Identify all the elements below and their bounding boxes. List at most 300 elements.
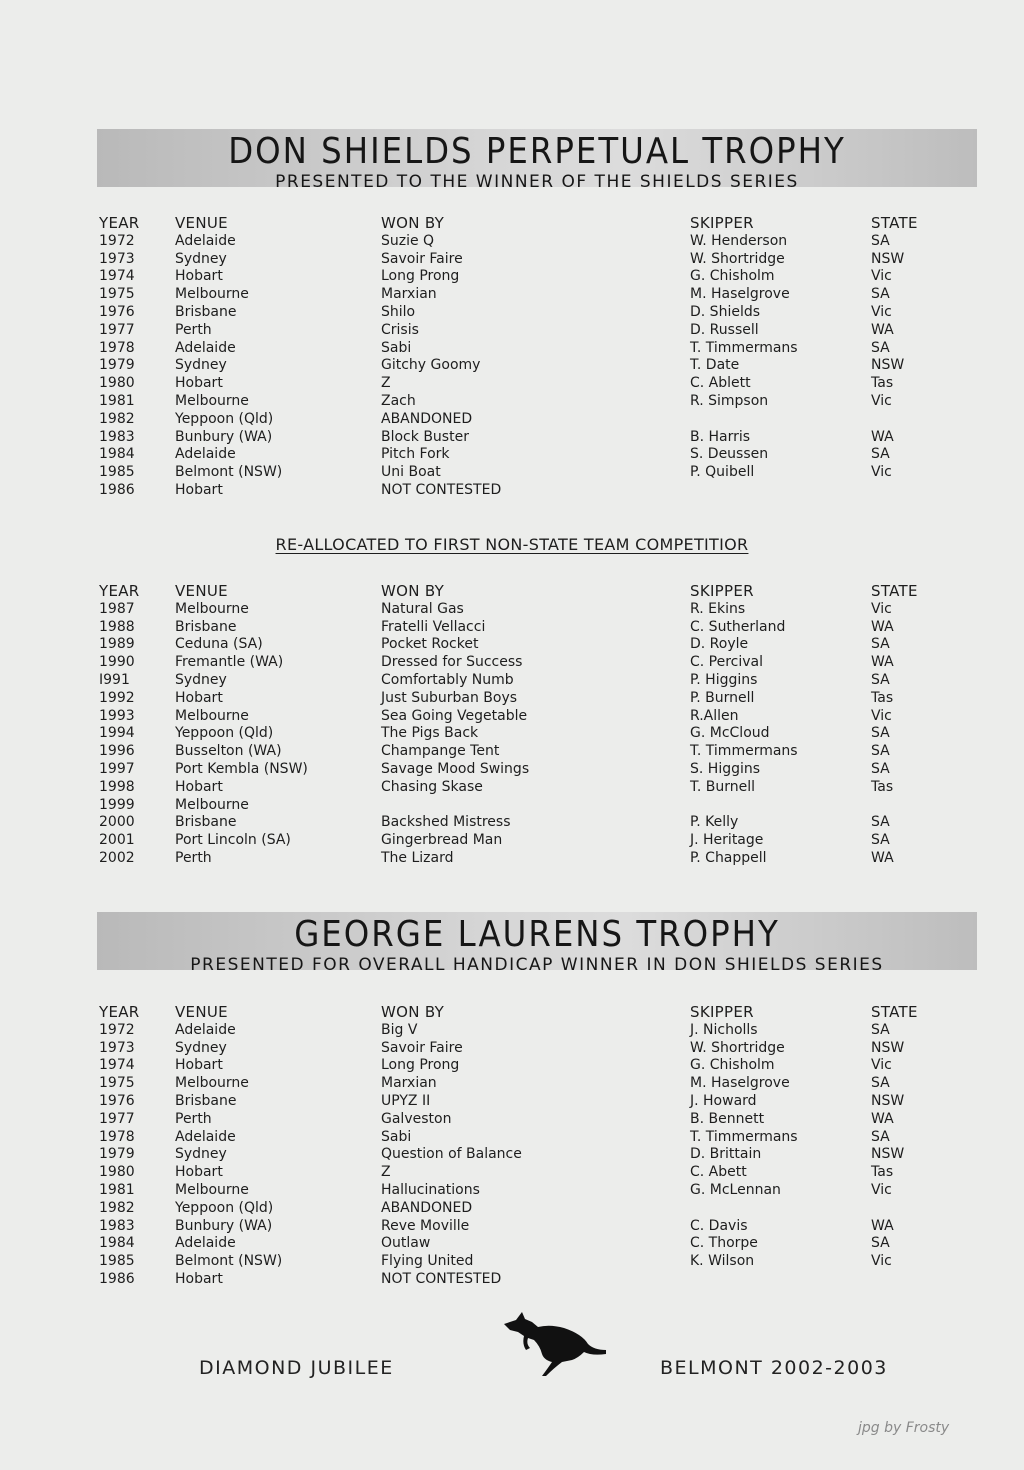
table-row <box>99 601 951 619</box>
won-by-cell: Hallucinations <box>381 1181 480 1198</box>
state-cell: SA <box>871 286 890 303</box>
table-row <box>99 708 951 726</box>
venue-cell: Sydney <box>175 1146 227 1163</box>
state-header: STATE <box>871 1003 918 1021</box>
won-by-cell: Z <box>381 1164 391 1181</box>
venue-header: VENUE <box>175 214 228 232</box>
skipper-cell: M. Haselgrove <box>690 286 790 303</box>
year-cell: 1973 <box>99 1039 135 1056</box>
skipper-cell: G. Chisholm <box>690 268 775 285</box>
state-cell: Vic <box>871 1057 892 1074</box>
won-by-cell: Gitchy Goomy <box>381 357 481 374</box>
state-cell: WA <box>871 1217 894 1234</box>
won-by-cell: Outlaw <box>381 1235 431 1252</box>
venue-cell: Adelaide <box>175 232 236 249</box>
table-row <box>99 832 951 850</box>
won-by-cell: The Pigs Back <box>381 725 479 742</box>
table-row <box>99 1218 951 1236</box>
venue-cell: Adelaide <box>175 446 236 463</box>
skipper-cell: G. Chisholm <box>690 1057 775 1074</box>
won-by-cell: Flying United <box>381 1253 474 1270</box>
table-row <box>99 1040 951 1058</box>
won-by-cell: Reve Moville <box>381 1217 470 1234</box>
year-cell: 1994 <box>99 725 135 742</box>
venue-cell: Bunbury (WA) <box>175 1217 273 1234</box>
year-cell: 1972 <box>99 232 135 249</box>
won-by-cell: Z <box>381 375 391 392</box>
venue-cell: Bunbury (WA) <box>175 428 273 445</box>
won-by-cell: Big V <box>381 1021 418 1038</box>
venue-cell: Sydney <box>175 357 227 374</box>
won-by-cell: Suzie Q <box>381 232 435 249</box>
skipper-cell: C. Percival <box>690 654 764 671</box>
venue-cell: Hobart <box>175 268 223 285</box>
state-cell: SA <box>871 832 890 849</box>
year-cell: 1990 <box>99 654 135 671</box>
laurens-trophy-subtitle: PRESENTED FOR OVERALL HANDICAP WINNER IN DON SHIELDS SERIES <box>190 955 884 975</box>
venue-cell: Melbourne <box>175 392 249 409</box>
won-by-cell: ABANDONED <box>381 1199 473 1216</box>
state-cell: Vic <box>871 1181 892 1198</box>
laurens-trophy-rows <box>99 1022 951 1289</box>
year-cell: 1999 <box>99 796 135 813</box>
venue-cell: Adelaide <box>175 1021 236 1038</box>
table-row <box>99 761 951 779</box>
table-row <box>99 286 951 304</box>
venue-cell: Brisbane <box>175 303 237 320</box>
state-header: STATE <box>871 582 918 600</box>
state-cell: SA <box>871 671 890 688</box>
won-by-cell: Fratelli Vellacci <box>381 618 486 635</box>
year-cell: 1975 <box>99 286 135 303</box>
year-cell: 1983 <box>99 428 135 445</box>
state-cell: Tas <box>871 1164 894 1181</box>
skipper-cell <box>690 482 871 500</box>
table-row <box>99 304 951 322</box>
year-cell: 1978 <box>99 1128 135 1145</box>
year-cell: 1974 <box>99 268 135 285</box>
won-by-cell: UPYZ II <box>381 1092 431 1109</box>
diamond-jubilee-label: DIAMOND JUBILEE <box>199 1357 394 1379</box>
won-by-header: WON BY <box>381 582 445 600</box>
state-cell: NSW <box>871 1092 905 1109</box>
venue-header: VENUE <box>175 582 228 600</box>
won-by-cell: Marxian <box>381 286 437 303</box>
won-by-cell: Just Suburban Boys <box>381 689 518 706</box>
venue-cell: Perth <box>175 321 212 338</box>
skipper-cell <box>690 797 871 815</box>
won-by-cell: Savoir Faire <box>381 250 463 267</box>
won-by-cell: The Lizard <box>381 849 454 866</box>
table-row <box>99 1271 951 1289</box>
table-row <box>99 797 951 815</box>
year-cell: 1982 <box>99 410 135 427</box>
skipper-cell: T. Timmermans <box>690 1128 798 1145</box>
skipper-cell: W. Shortridge <box>690 250 785 267</box>
venue-cell: Hobart <box>175 375 223 392</box>
venue-cell: Fremantle (WA) <box>175 654 284 671</box>
venue-cell: Melbourne <box>175 707 249 724</box>
venue-cell: Sydney <box>175 250 227 267</box>
state-cell: SA <box>871 636 890 653</box>
skipper-header: SKIPPER <box>690 214 754 232</box>
state-cell: WA <box>871 321 894 338</box>
won-by-cell: Backshed Mistress <box>381 814 511 831</box>
venue-cell: Adelaide <box>175 339 236 356</box>
year-cell: 1984 <box>99 446 135 463</box>
table-row <box>99 1057 951 1075</box>
year-cell: 1978 <box>99 339 135 356</box>
won-by-cell: Savage Mood Swings <box>381 760 530 777</box>
skipper-cell: P. Burnell <box>690 689 755 706</box>
state-cell: Vic <box>871 303 892 320</box>
venue-cell: Melbourne <box>175 796 249 813</box>
photo-credit: jpg by Frosty <box>858 1420 950 1436</box>
non-state-table <box>99 583 951 868</box>
skipper-cell: W. Shortridge <box>690 1039 785 1056</box>
venue-cell: Hobart <box>175 1270 223 1287</box>
table-row <box>99 814 951 832</box>
table-row <box>99 357 951 375</box>
table-row <box>99 636 951 654</box>
non-state-rows <box>99 601 951 868</box>
year-cell: 1976 <box>99 303 135 320</box>
won-by-cell: Block Buster <box>381 428 469 445</box>
state-cell <box>871 1271 951 1289</box>
state-cell: SA <box>871 814 890 831</box>
skipper-cell: S. Deussen <box>690 446 769 463</box>
year-cell: 1985 <box>99 1253 135 1270</box>
year-cell: 1979 <box>99 357 135 374</box>
won-by-cell: Sea Going Vegetable <box>381 707 528 724</box>
table-header-row <box>99 1004 951 1022</box>
skipper-cell: P. Higgins <box>690 671 758 688</box>
skipper-cell: P. Quibell <box>690 464 755 481</box>
state-cell: Vic <box>871 464 892 481</box>
venue-cell: Yeppoon (Qld) <box>175 725 274 742</box>
skipper-cell: T. Burnell <box>690 778 756 795</box>
won-by-header: WON BY <box>381 1003 445 1021</box>
table-row <box>99 482 951 500</box>
table-header-row <box>99 215 951 233</box>
state-cell: Tas <box>871 778 894 795</box>
table-row <box>99 1182 951 1200</box>
table-row <box>99 672 951 690</box>
year-cell: 1989 <box>99 636 135 653</box>
venue-cell: Sydney <box>175 1039 227 1056</box>
venue-cell: Perth <box>175 1110 212 1127</box>
table-header-row <box>99 583 951 601</box>
state-cell: Vic <box>871 600 892 617</box>
skipper-cell: M. Haselgrove <box>690 1075 790 1092</box>
year-cell: 1986 <box>99 481 135 498</box>
skipper-cell: D. Brittain <box>690 1146 762 1163</box>
belmont-season-label: BELMONT 2002-2003 <box>660 1357 888 1379</box>
venue-header: VENUE <box>175 1003 228 1021</box>
table-row <box>99 779 951 797</box>
won-by-cell: Crisis <box>381 321 419 338</box>
skipper-cell: R.Allen <box>690 707 739 724</box>
won-by-cell: NOT CONTESTED <box>381 481 502 498</box>
won-by-cell: Shilo <box>381 303 416 320</box>
table-row <box>99 1022 951 1040</box>
year-header: YEAR <box>99 214 140 232</box>
skipper-cell: C. Abett <box>690 1164 747 1181</box>
venue-cell: Yeppoon (Qld) <box>175 1199 274 1216</box>
table-row <box>99 1111 951 1129</box>
venue-cell: Adelaide <box>175 1128 236 1145</box>
skipper-cell <box>690 1200 871 1218</box>
table-row <box>99 1253 951 1271</box>
year-cell: 1974 <box>99 1057 135 1074</box>
skipper-cell: C. Thorpe <box>690 1235 758 1252</box>
won-by-cell: Savoir Faire <box>381 1039 463 1056</box>
skipper-cell: G. McLennan <box>690 1181 781 1198</box>
year-cell: 1976 <box>99 1092 135 1109</box>
won-by-cell: Galveston <box>381 1110 452 1127</box>
skipper-cell: R. Ekins <box>690 600 746 617</box>
won-by-cell: Question of Balance <box>381 1146 522 1163</box>
skipper-header: SKIPPER <box>690 1003 754 1021</box>
year-cell: 1988 <box>99 618 135 635</box>
table-row <box>99 725 951 743</box>
state-cell: WA <box>871 1110 894 1127</box>
year-cell: 1975 <box>99 1075 135 1092</box>
skipper-cell <box>690 411 871 429</box>
table-row <box>99 1093 951 1111</box>
skipper-cell: P. Chappell <box>690 849 767 866</box>
won-by-cell: Pocket Rocket <box>381 636 479 653</box>
venue-cell: Port Lincoln (SA) <box>175 832 291 849</box>
venue-cell: Belmont (NSW) <box>175 1253 283 1270</box>
venue-cell: Hobart <box>175 1164 223 1181</box>
state-cell <box>871 411 951 429</box>
venue-cell: Brisbane <box>175 618 237 635</box>
shields-trophy-subtitle: PRESENTED TO THE WINNER OF THE SHIELDS SERIES <box>275 172 799 192</box>
venue-cell: Hobart <box>175 1057 223 1074</box>
won-by-cell <box>381 797 690 815</box>
skipper-cell: J. Howard <box>690 1092 757 1109</box>
state-cell: WA <box>871 618 894 635</box>
state-cell: WA <box>871 654 894 671</box>
state-cell <box>871 797 951 815</box>
table-row <box>99 1075 951 1093</box>
venue-cell: Belmont (NSW) <box>175 464 283 481</box>
table-row <box>99 1129 951 1147</box>
shields-trophy-table <box>99 215 951 500</box>
venue-cell: Port Kembla (NSW) <box>175 760 308 777</box>
venue-cell: Ceduna (SA) <box>175 636 263 653</box>
skipper-cell: P. Kelly <box>690 814 739 831</box>
skipper-cell: S. Higgins <box>690 760 761 777</box>
won-by-cell: Sabi <box>381 339 412 356</box>
year-cell: 1998 <box>99 778 135 795</box>
table-row <box>99 411 951 429</box>
state-cell: WA <box>871 849 894 866</box>
year-cell: 1977 <box>99 321 135 338</box>
year-cell: 1984 <box>99 1235 135 1252</box>
year-cell: 2000 <box>99 814 135 831</box>
table-row <box>99 233 951 251</box>
skipper-cell: J. Nicholls <box>690 1021 758 1038</box>
table-row <box>99 446 951 464</box>
state-cell: SA <box>871 446 890 463</box>
year-cell: 1977 <box>99 1110 135 1127</box>
laurens-trophy-title: GEORGE LAURENS TROPHY <box>294 914 780 955</box>
won-by-cell: Long Prong <box>381 1057 460 1074</box>
kangaroo-icon <box>502 1310 608 1378</box>
table-row <box>99 1200 951 1218</box>
state-cell: NSW <box>871 250 905 267</box>
year-cell: 1986 <box>99 1270 135 1287</box>
year-cell: 1972 <box>99 1021 135 1038</box>
year-cell: 1981 <box>99 1181 135 1198</box>
venue-cell: Hobart <box>175 481 223 498</box>
laurens-trophy-table <box>99 1004 951 1289</box>
won-by-cell: Marxian <box>381 1075 437 1092</box>
skipper-cell: B. Harris <box>690 428 751 445</box>
state-cell <box>871 482 951 500</box>
venue-cell: Melbourne <box>175 1075 249 1092</box>
state-cell: SA <box>871 760 890 777</box>
skipper-cell: C. Davis <box>690 1217 748 1234</box>
skipper-cell: C. Ablett <box>690 375 751 392</box>
year-cell: 1981 <box>99 392 135 409</box>
skipper-cell: K. Wilson <box>690 1253 755 1270</box>
state-cell: SA <box>871 1235 890 1252</box>
won-by-cell: Pitch Fork <box>381 446 450 463</box>
table-row <box>99 1235 951 1253</box>
state-cell: Tas <box>871 375 894 392</box>
state-cell <box>871 1200 951 1218</box>
venue-cell: Melbourne <box>175 1181 249 1198</box>
won-by-cell: Chasing Skase <box>381 778 483 795</box>
state-cell: Vic <box>871 1253 892 1270</box>
state-cell: NSW <box>871 1039 905 1056</box>
skipper-cell: J. Heritage <box>690 832 764 849</box>
table-row <box>99 375 951 393</box>
venue-cell: Yeppoon (Qld) <box>175 410 274 427</box>
won-by-cell: Gingerbread Man <box>381 832 503 849</box>
table-row <box>99 268 951 286</box>
state-cell: NSW <box>871 1146 905 1163</box>
year-cell: 1992 <box>99 689 135 706</box>
table-row <box>99 1164 951 1182</box>
table-row <box>99 619 951 637</box>
year-cell: 2002 <box>99 849 135 866</box>
shields-trophy-banner <box>97 129 977 192</box>
reallocated-heading-text: RE-ALLOCATED TO FIRST NON-STATE TEAM COMPETITIOR <box>275 535 749 554</box>
state-header: STATE <box>871 214 918 232</box>
year-cell: 1993 <box>99 707 135 724</box>
table-row <box>99 690 951 708</box>
state-cell: Vic <box>871 268 892 285</box>
won-by-cell: Long Prong <box>381 268 460 285</box>
year-cell: 1987 <box>99 600 135 617</box>
venue-cell: Hobart <box>175 778 223 795</box>
skipper-cell: G. McCloud <box>690 725 770 742</box>
year-cell: 1973 <box>99 250 135 267</box>
table-row <box>99 340 951 358</box>
skipper-cell: T. Timmermans <box>690 743 798 760</box>
state-cell: WA <box>871 428 894 445</box>
won-by-cell: Sabi <box>381 1128 412 1145</box>
state-cell: SA <box>871 232 890 249</box>
state-cell: Vic <box>871 707 892 724</box>
table-row <box>99 393 951 411</box>
state-cell: SA <box>871 1128 890 1145</box>
skipper-cell: R. Simpson <box>690 392 769 409</box>
year-cell: 2001 <box>99 832 135 849</box>
year-cell: 1980 <box>99 1164 135 1181</box>
skipper-cell: T. Timmermans <box>690 339 798 356</box>
year-cell: 1996 <box>99 743 135 760</box>
year-cell: 1980 <box>99 375 135 392</box>
year-header: YEAR <box>99 582 140 600</box>
shields-trophy-title: DON SHIELDS PERPETUAL TROPHY <box>228 131 846 172</box>
year-cell: 1997 <box>99 760 135 777</box>
skipper-cell: C. Sutherland <box>690 618 786 635</box>
year-cell: 1979 <box>99 1146 135 1163</box>
year-cell: 1982 <box>99 1199 135 1216</box>
year-header: YEAR <box>99 1003 140 1021</box>
year-cell: 1983 <box>99 1217 135 1234</box>
table-row <box>99 322 951 340</box>
table-row <box>99 850 951 868</box>
state-cell: SA <box>871 725 890 742</box>
venue-cell: Adelaide <box>175 1235 236 1252</box>
venue-cell: Brisbane <box>175 1092 237 1109</box>
won-by-cell: Champange Tent <box>381 743 500 760</box>
venue-cell: Busselton (WA) <box>175 743 282 760</box>
state-cell: SA <box>871 1021 890 1038</box>
laurens-trophy-banner <box>97 912 977 975</box>
won-by-cell: Uni Boat <box>381 464 441 481</box>
state-cell: Vic <box>871 392 892 409</box>
won-by-cell: Zach <box>381 392 416 409</box>
state-cell: Tas <box>871 689 894 706</box>
skipper-cell: D. Royle <box>690 636 749 653</box>
won-by-cell: Comfortably Numb <box>381 671 514 688</box>
venue-cell: Hobart <box>175 689 223 706</box>
venue-cell: Melbourne <box>175 286 249 303</box>
state-cell: SA <box>871 1075 890 1092</box>
table-row <box>99 1146 951 1164</box>
skipper-cell: W. Henderson <box>690 232 788 249</box>
state-cell: SA <box>871 743 890 760</box>
table-row <box>99 429 951 447</box>
won-by-header: WON BY <box>381 214 445 232</box>
reallocated-heading <box>0 535 1024 555</box>
won-by-cell: Natural Gas <box>381 600 464 617</box>
skipper-header: SKIPPER <box>690 582 754 600</box>
table-row <box>99 464 951 482</box>
table-row <box>99 743 951 761</box>
won-by-cell: ABANDONED <box>381 410 473 427</box>
venue-cell: Perth <box>175 849 212 866</box>
venue-cell: Brisbane <box>175 814 237 831</box>
venue-cell: Sydney <box>175 671 227 688</box>
shields-trophy-rows <box>99 233 951 500</box>
won-by-cell: Dressed for Success <box>381 654 523 671</box>
won-by-cell: NOT CONTESTED <box>381 1270 502 1287</box>
state-cell: NSW <box>871 357 905 374</box>
year-cell: 1985 <box>99 464 135 481</box>
table-row <box>99 654 951 672</box>
state-cell: SA <box>871 339 890 356</box>
table-row <box>99 251 951 269</box>
skipper-cell: T. Date <box>690 357 740 374</box>
